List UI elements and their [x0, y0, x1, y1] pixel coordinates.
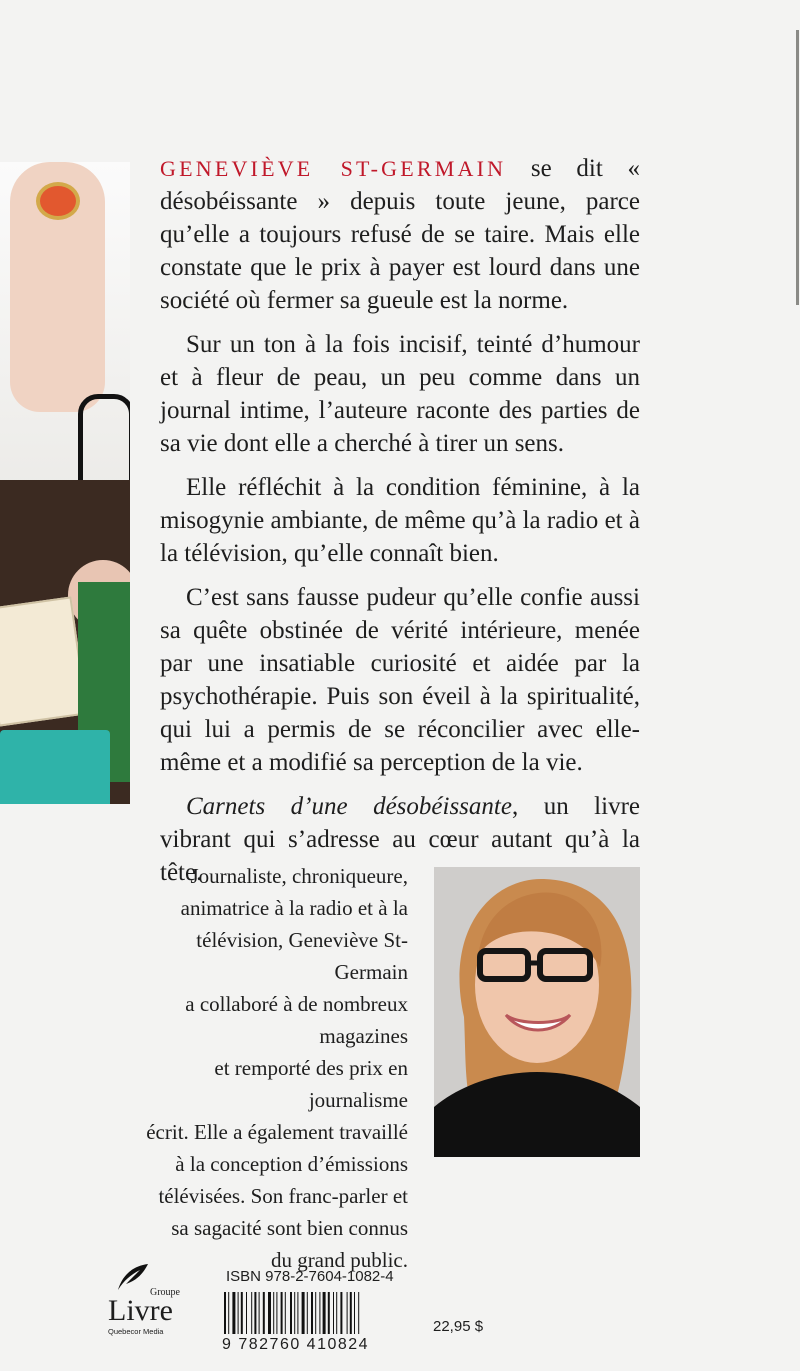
logo-quebecor: Quebecor Media — [108, 1327, 164, 1336]
author-name: GENEVIÈVE ST-GERMAIN — [160, 156, 507, 181]
bio-line: sa sagacité sont bien connus — [171, 1216, 408, 1240]
author-portrait — [434, 867, 640, 1157]
paragraph-tone: Sur un ton à la fois incisif, teinté d’humour et à fleur de peau, un peu comme dans un journal intime, l’auteure raconte des parties de sa vie dont elle a cherché à tirer un sens. — [160, 331, 640, 457]
teal-book-icon — [0, 730, 110, 804]
barcode-block — [222, 1268, 407, 1354]
bio-line: du grand public. — [270, 1248, 408, 1272]
leaf-icon — [114, 1262, 154, 1292]
bio-line: a collaboré à de nombreux magazines — [185, 992, 408, 1048]
bio-line: Journaliste, chroniqueure, — [190, 864, 408, 888]
barcode-digits: 9 782760 410824 — [222, 1336, 370, 1353]
paragraph-conclusion-text: , un livre vibrant qui s’adresse au cœur autant qu’à la tête. — [160, 793, 640, 886]
bio-line: télévisées. Son franc-parler et — [158, 1184, 408, 1208]
bio-line: animatrice à la radio et à la — [180, 896, 408, 920]
logo-livre: Livre — [108, 1294, 173, 1327]
paragraph-quest: C’est sans fausse pudeur qu’elle confie aussi sa quête obstinée de vérité intérieure, menée par une insatiable curiosité et aidée par la psychothérapie. Puis son éveil à la spiritualité, qui lui a permis de se réconcilier avec elle-même et a modifié sa perception de la vie. — [160, 584, 640, 776]
bio-line: télévision, Geneviève St-Germain — [196, 928, 408, 984]
ring-icon — [36, 182, 80, 220]
isbn-label: ISBN 978-2-7604-1082-4 — [226, 1268, 394, 1285]
edge-line — [796, 30, 799, 305]
price: 22,95 $ — [433, 1318, 484, 1335]
paragraph-intro-text: se dit « désobéissante » depuis toute jeune, parce qu’elle a toujours refusé de se taire. Mais elle constate que le prix à payer est lourd dans une société où fermer sa gueule est la norme. — [160, 155, 640, 314]
author-bio — [130, 860, 408, 1276]
bio-line: et remporté des prix en journalisme — [214, 1056, 408, 1112]
paragraph-intro — [160, 152, 640, 317]
publisher-logo — [108, 1262, 208, 1342]
book-title: Carnets d’une désobéissante — [186, 793, 512, 820]
back-cover-description — [160, 152, 640, 900]
cover-photo-strip — [0, 162, 130, 804]
bio-line: à la conception d’émissions — [175, 1152, 408, 1176]
bio-line: écrit. Elle a également travaillé — [146, 1120, 408, 1144]
paragraph-themes: Elle réfléchit à la condition féminine, à la misogynie ambiante, de même qu’à la radio et à la télévision, qu’elle connaît bien. — [160, 474, 640, 567]
logo-groupe: Groupe — [150, 1287, 180, 1298]
barcode-icon — [222, 1292, 402, 1334]
